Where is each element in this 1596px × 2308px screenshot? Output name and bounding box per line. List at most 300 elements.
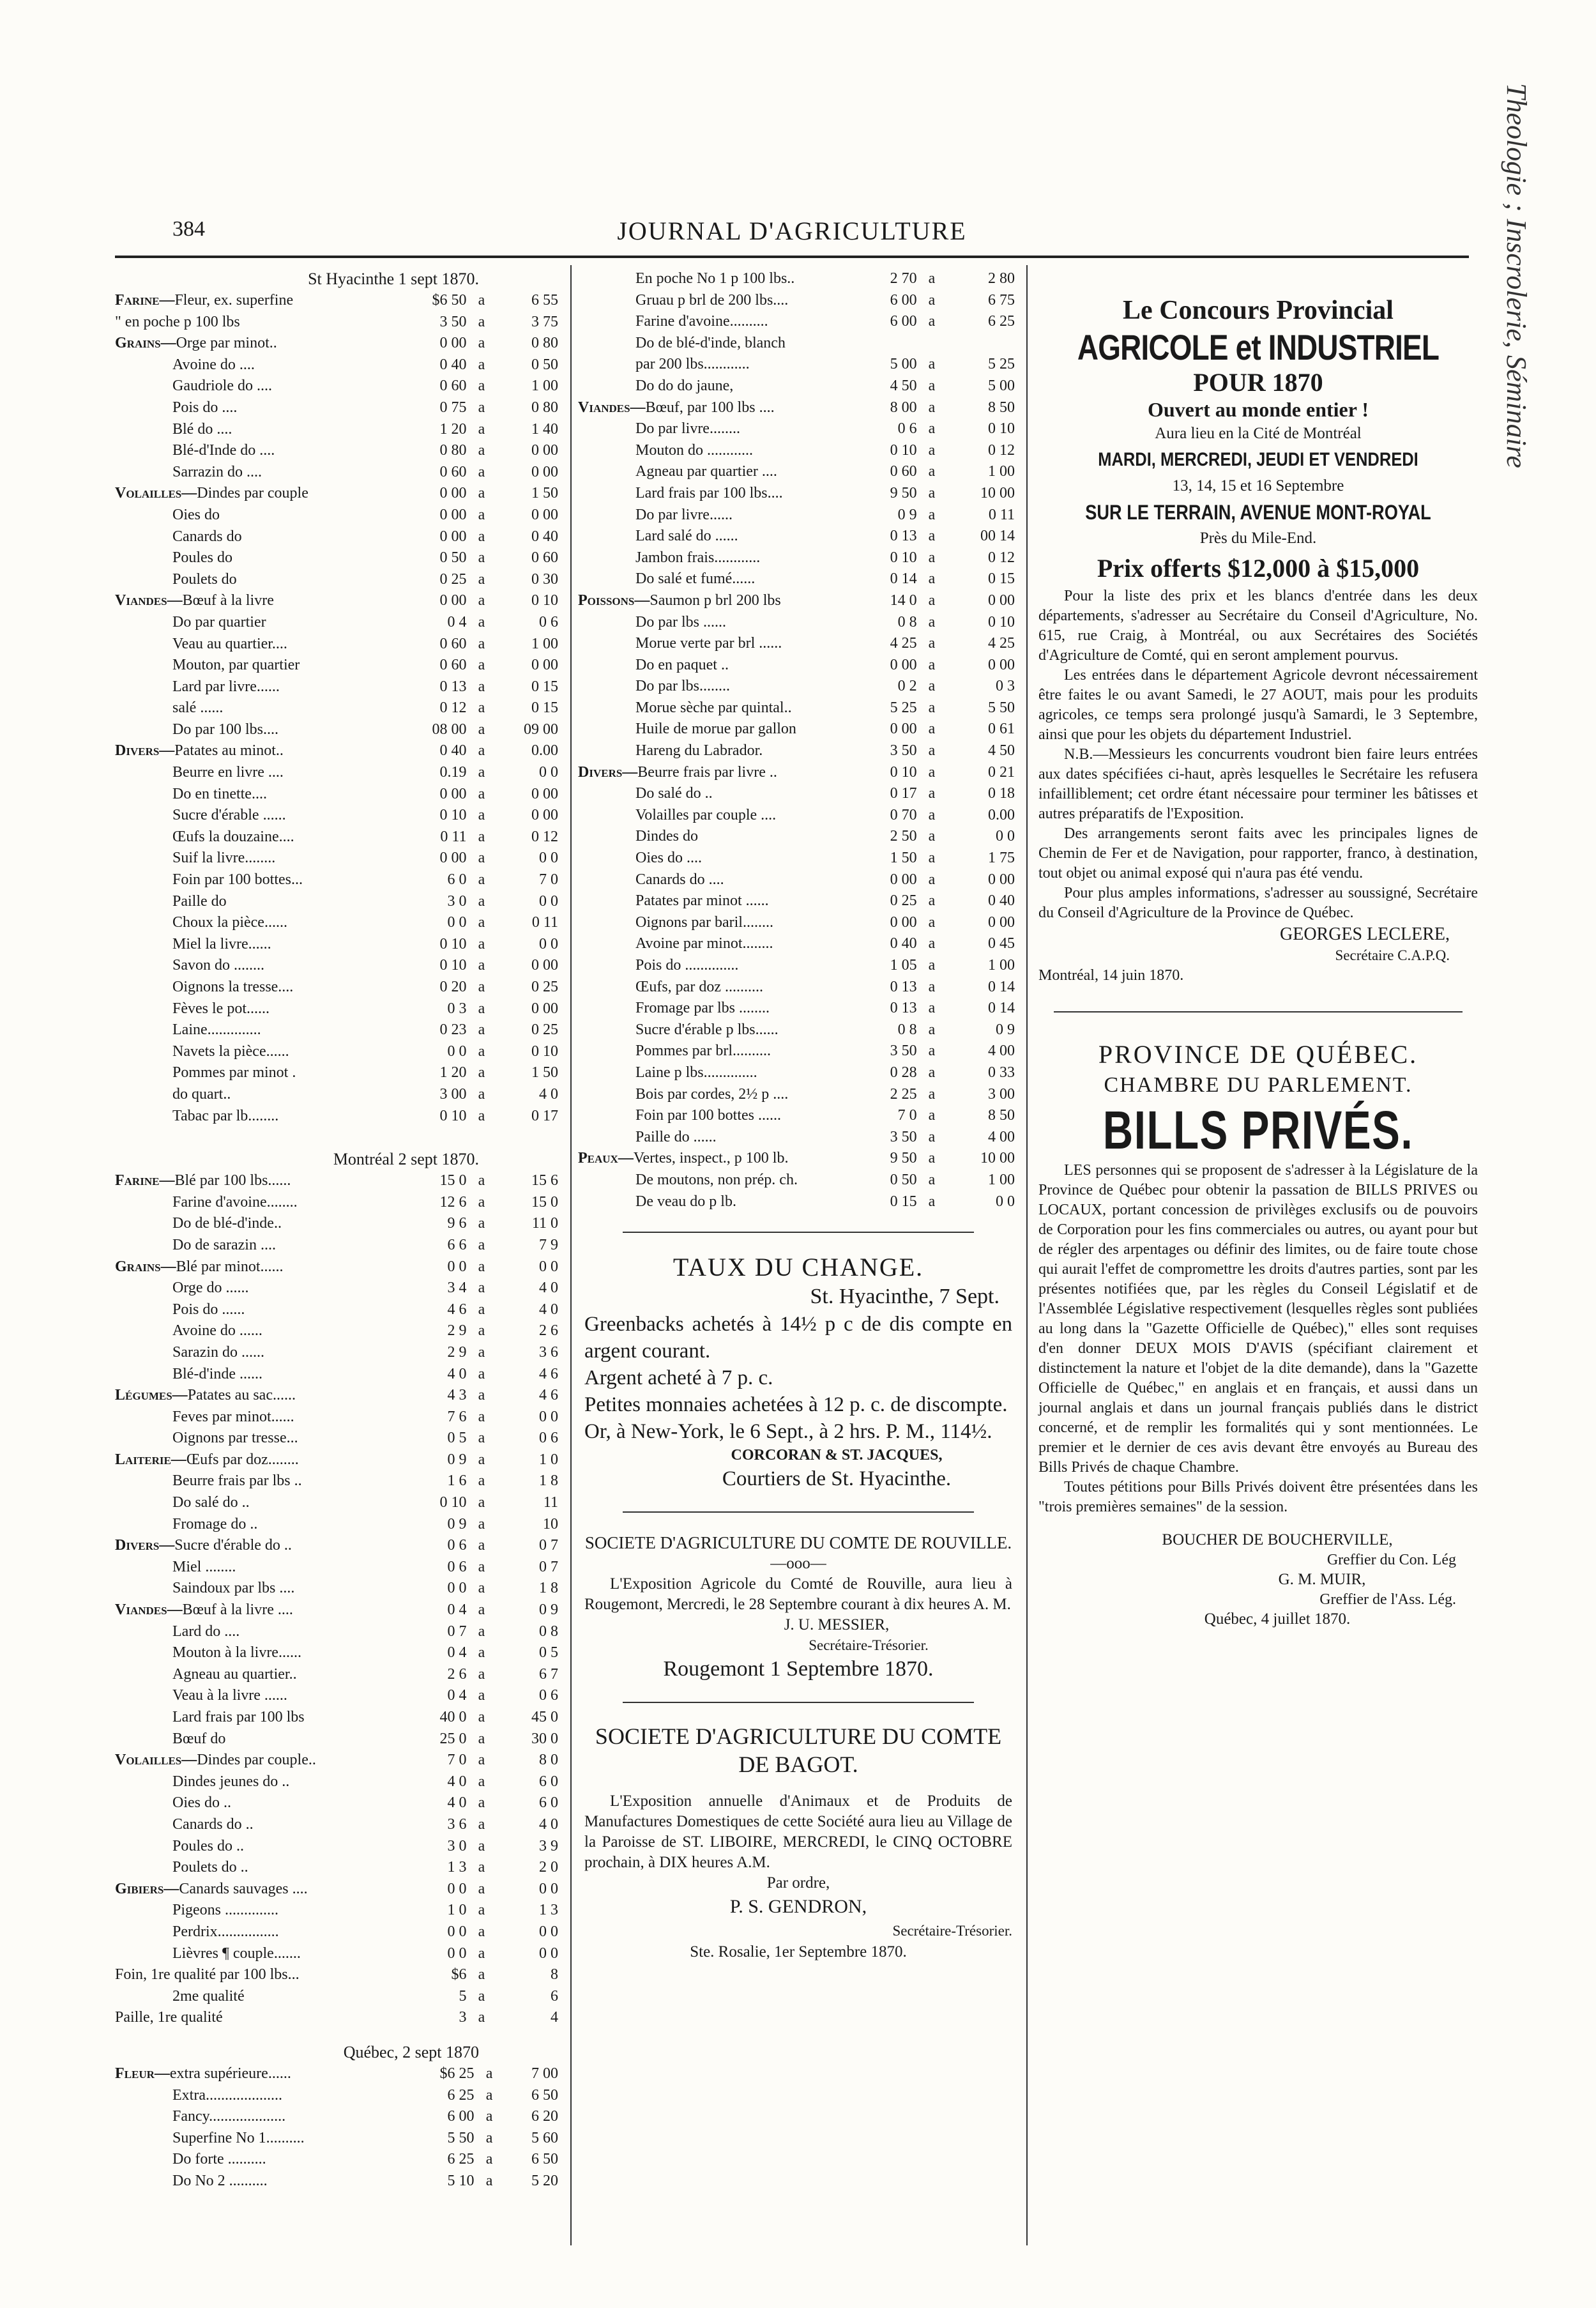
price-low: 3 50 — [890, 1043, 917, 1060]
price-row — [115, 1170, 562, 1192]
price-row — [115, 955, 562, 977]
price-low: 25 0 — [439, 1730, 467, 1747]
price-high: 0 15 — [988, 570, 1015, 588]
price-separator: a — [478, 549, 485, 567]
price-high: 0 0 — [539, 764, 558, 781]
bills-paragraph: LES personnes qui se proposent de s'adresser à la Législature de la Province de Québec pour obtenir la passation de BILLS PRIVES ou LOCAUX, portant concession de privilèges exclusifs ou de pouvoirs de Corporation pour les fins commerciales ou autres, ou ayant pour but de régler des arpentages ou définir des limites, ou de faire toute chose qui aurait l'effet de compromettre les droits d'autres parties, sont par les présentes notifiées que, par les règles du Conseil Législatif et de l'Assemblée Législative respectivement (lesquelles règles sont publiées au long dans la "Gazette Officielle de Québec)," elles sont requises d'en donner DEUX MOIS D'AVIS (spécifiant clairement et distinctement la nature et l'objet de la dite demande), dans la "Gazette Officielle de Québec," en anglais et en français, et aussi dans un journal anglais et dans un journal français publiés dans le district concerné, et de remplir les formalités qui y sont mentionnées. Le premier et le dernier de ces avis devant être envoyés au Bureau des Bills Privés de chaque Chambre. — [1038, 1162, 1478, 1476]
price-low: 0 15 — [890, 1193, 917, 1210]
price-low: 0 10 — [439, 1107, 467, 1124]
price-category: Laiterie— — [115, 1451, 186, 1468]
price-low: $6 25 — [439, 2065, 475, 2082]
price-high: 00 14 — [980, 528, 1015, 545]
price-low: 0 17 — [890, 785, 917, 802]
price-separator: a — [478, 1064, 485, 1081]
price-high: 1 00 — [988, 463, 1015, 480]
price-separator: a — [928, 850, 936, 867]
price-separator: a — [478, 570, 485, 588]
price-label: Peaux—Vertes, inspect., p 100 lb. — [578, 1150, 789, 1167]
price-low: 0 28 — [890, 1064, 917, 1081]
price-row — [578, 612, 1019, 634]
price-low: 4 3 — [447, 1387, 467, 1404]
price-low: 0 0 — [447, 1043, 467, 1060]
price-separator: a — [485, 2086, 493, 2104]
price-low: 0 10 — [890, 441, 917, 459]
price-row — [578, 633, 1019, 655]
price-high: 0 14 — [988, 978, 1015, 995]
price-separator: a — [478, 1923, 485, 1940]
price-high: 0.00 — [988, 806, 1015, 823]
price-low: 4 0 — [447, 1365, 467, 1382]
price-separator: a — [928, 871, 936, 888]
price-low: 0 9 — [447, 1515, 467, 1532]
price-low: 0 4 — [447, 1644, 467, 1662]
price-label: Bœuf do — [172, 1730, 226, 1747]
price-low: 3 50 — [890, 1128, 917, 1145]
price-row — [578, 826, 1019, 848]
price-row — [578, 998, 1019, 1020]
price-category: Peaux— — [578, 1150, 634, 1167]
price-row — [115, 1320, 562, 1342]
concours-paragraph: Pour la liste des prix et les blancs d'entrée dans les deux départements, s'adresser au Secrétaire du Conseil d'Agriculture, No. 615, rue Craig, à Montréal, ou aux Secrétaires des Sociétés d'Agriculture de Comté, qui en seront amplement pourvus. — [1038, 588, 1478, 664]
price-label: Agneau au quartier.. — [172, 1665, 297, 1683]
price-label: Farine—Fleur, ex. superfine — [115, 292, 294, 309]
price-label: Jambon frais............ — [635, 549, 761, 566]
price-row — [115, 2171, 562, 2192]
price-low: 3 00 — [439, 1085, 467, 1103]
price-high: 1 8 — [539, 1472, 558, 1490]
price-label: Do salé et fumé...... — [635, 570, 756, 588]
price-label: Avoine par minot........ — [635, 935, 773, 952]
price-separator: a — [928, 699, 936, 716]
price-row — [115, 977, 562, 998]
price-label: Feves par minot...... — [172, 1408, 294, 1425]
bills-province: PROVINCE DE QUÉBEC. — [1098, 1040, 1418, 1069]
price-high: 6 50 — [531, 2151, 558, 2168]
price-high: 0 15 — [531, 699, 558, 717]
price-low: 0 4 — [447, 1601, 467, 1619]
price-high: 1 0 — [539, 1451, 558, 1468]
price-low: 0 60 — [439, 657, 467, 674]
price-row — [115, 1922, 562, 1943]
price-row — [578, 376, 1019, 397]
price-high: 4 00 — [988, 1128, 1015, 1145]
price-label: Paille do — [172, 892, 227, 910]
price-low: 0 13 — [890, 528, 917, 545]
price-row — [115, 1257, 562, 1278]
handwritten-margin-note: Theologie ; Inscrolerie, Séminaire — [1501, 83, 1532, 468]
bagot-body: L'Exposition annuelle d'Animaux et de Produits de Manufactures Domestiques de cette Société aura lieu au Village de la Paroisse de ST. LIBOIRE, MERCREDI, le CINQ OCTOBRE prochain, à DIX heures A.M. — [584, 1792, 1012, 1872]
price-high: 1 00 — [988, 1171, 1015, 1188]
price-row — [115, 2106, 562, 2128]
price-row — [578, 912, 1019, 934]
price-high: 0 12 — [988, 441, 1015, 459]
price-label: Fèves le pot...... — [172, 1000, 270, 1017]
price-separator: a — [478, 1687, 485, 1704]
price-label: Canards do .. — [172, 1815, 254, 1833]
price-separator: a — [928, 356, 936, 373]
price-row — [115, 1792, 562, 1814]
price-row — [115, 1964, 562, 1986]
price-separator: a — [928, 656, 936, 673]
price-separator: a — [478, 313, 485, 330]
price-low: 0 13 — [890, 978, 917, 995]
price-separator: a — [928, 1085, 936, 1103]
price-row — [115, 290, 562, 312]
column-divider — [570, 265, 572, 2245]
price-low — [860, 333, 921, 355]
price-low: 4 6 — [447, 1301, 467, 1318]
price-row — [578, 1170, 1019, 1191]
price-separator: a — [478, 1494, 485, 1511]
concours-paragraph: Les entrées dans le département Agricole devront nécessairement être faites le ou avant Samedi, le 27 AOUT, mais pour les produits agricoles, ce temps sera prolongé jusqu'à Samardi, le 3 Septembre, ainsi que pour les objets du département Industriel. — [1038, 667, 1478, 743]
price-label: Lard par livre...... — [172, 678, 280, 695]
price-table-montreal — [115, 1170, 562, 2029]
price-label: Volailles—Dindes par couple.. — [115, 1752, 316, 1769]
price-label: Oies do .... — [635, 850, 702, 867]
price-high: 0 50 — [531, 356, 558, 373]
price-low: 0 10 — [439, 1494, 467, 1511]
price-high: 0 61 — [988, 721, 1015, 738]
price-separator: a — [928, 463, 936, 480]
price-separator: a — [478, 592, 485, 609]
price-low: 3 — [459, 2009, 467, 2026]
price-row — [115, 719, 562, 741]
price-label: Pois do .............. — [635, 957, 739, 974]
price-high: 0 21 — [988, 763, 1015, 781]
price-label: Fromage par lbs ........ — [635, 1000, 770, 1017]
price-label: Laine.............. — [172, 1021, 261, 1039]
price-high: 0 10 — [531, 1043, 558, 1060]
price-low: 0 00 — [439, 335, 467, 352]
price-low: 0 40 — [439, 742, 467, 760]
concours-lieu: Aura lieu en la Cité de Montréal — [1155, 425, 1362, 442]
price-separator: a — [478, 1236, 485, 1253]
exchange-signer: CORCORAN & ST. JACQUES, — [731, 1447, 943, 1464]
price-row — [578, 955, 1019, 977]
price-high: 1 8 — [539, 1580, 558, 1597]
price-high: 1 50 — [531, 1064, 558, 1081]
price-label: Beurre frais par lbs .. — [172, 1472, 302, 1490]
price-low: 8 00 — [890, 399, 917, 416]
price-high: 45 0 — [531, 1709, 558, 1725]
page-header — [115, 211, 1469, 249]
price-high: 0 00 — [531, 785, 558, 802]
price-row — [115, 590, 562, 612]
price-high: 0 15 — [531, 678, 558, 695]
price-category: Viandes— — [115, 1601, 183, 1619]
price-separator: a — [478, 1902, 485, 1919]
price-separator: a — [928, 484, 936, 501]
price-high: 4 — [551, 2009, 558, 2026]
price-low: 0 10 — [890, 549, 917, 566]
bagot-par-ordre: Par ordre, — [766, 1874, 830, 1892]
price-separator: a — [478, 1966, 485, 1983]
price-row — [578, 762, 1019, 784]
bills-signer2-title: Greffier de l'Ass. Lég. — [1319, 1591, 1456, 1608]
price-category: Farine— — [115, 292, 175, 309]
price-label: Œufs, par doz .......... — [635, 978, 763, 995]
price-row — [578, 397, 1019, 419]
price-high: 8 50 — [988, 1107, 1015, 1124]
price-row — [578, 676, 1019, 698]
price-row — [115, 1900, 562, 1922]
price-row — [115, 397, 562, 419]
price-label: Extra.................... — [172, 2086, 282, 2104]
price-row — [578, 1191, 1019, 1213]
price-separator: a — [478, 1343, 485, 1361]
bagot-signer: P. S. GENDRON, — [729, 1896, 867, 1918]
price-high: 3 9 — [539, 1837, 558, 1854]
price-label: Poissons—Saumon p brl 200 lbs — [578, 592, 781, 609]
price-low: 0 60 — [439, 463, 467, 480]
price-row — [115, 1299, 562, 1321]
price-category: Viandes— — [578, 399, 646, 416]
price-row — [578, 590, 1019, 612]
price-low: 0 25 — [439, 570, 467, 588]
price-row — [115, 784, 562, 806]
bills-title: BILLS PRIVÉS. — [1102, 1100, 1414, 1160]
price-row — [115, 1685, 562, 1707]
price-high: 0 0 — [539, 1880, 558, 1897]
price-row — [578, 311, 1019, 333]
price-high: 4 0 — [539, 1815, 558, 1833]
price-high: 4 00 — [988, 1043, 1015, 1060]
price-row — [115, 419, 562, 441]
price-high: 0 6 — [539, 1430, 558, 1447]
price-label: Divers—Sucre d'érable do .. — [115, 1537, 292, 1554]
price-separator: a — [478, 399, 485, 416]
price-row — [115, 1407, 562, 1428]
dateline-st-hyacinthe: St Hyacinthe 1 sept 1870. — [308, 270, 479, 288]
price-label: Do salé do .. — [172, 1494, 250, 1511]
price-row — [115, 1600, 562, 1621]
price-label: Hareng du Labrador. — [635, 742, 763, 760]
price-low: 0 10 — [439, 807, 467, 824]
price-row — [578, 783, 1019, 805]
price-label: Paille, 1re qualité — [115, 2009, 223, 2026]
price-high: 4 6 — [539, 1365, 558, 1382]
price-label: En poche No 1 p 100 lbs.. — [635, 270, 795, 287]
price-separator: a — [928, 635, 936, 652]
price-label: Légumes—Patates au sac...... — [115, 1387, 296, 1404]
price-high: 15 6 — [531, 1172, 558, 1189]
price-low: 5 25 — [890, 699, 917, 716]
price-high: 0 12 — [988, 549, 1015, 566]
price-separator: a — [478, 635, 485, 652]
price-high: 1 00 — [531, 378, 558, 395]
price-label: Superfine No 1.......... — [172, 2129, 305, 2146]
price-separator: a — [478, 1451, 485, 1468]
price-label: Dindes do — [635, 828, 698, 845]
price-row — [115, 1041, 562, 1063]
price-low: 0 0 — [447, 914, 467, 931]
price-separator: a — [478, 1644, 485, 1662]
price-row — [578, 719, 1019, 740]
price-low: 0 00 — [439, 485, 467, 502]
exchange-lines — [578, 1311, 1019, 1445]
price-separator: a — [478, 1794, 485, 1812]
price-high: 0 14 — [988, 1000, 1015, 1017]
price-row — [115, 676, 562, 698]
price-label: Oignons par baril........ — [635, 913, 773, 931]
price-low: 3 6 — [447, 1815, 467, 1833]
price-low: 1 50 — [890, 850, 917, 867]
price-separator: a — [478, 1000, 485, 1017]
price-label: Do par livre........ — [635, 420, 740, 438]
price-separator: a — [478, 2009, 485, 2026]
price-separator: a — [928, 1193, 936, 1210]
price-row — [115, 1492, 562, 1514]
price-label: Do de blé-d'inde, blanch — [635, 334, 786, 351]
price-high: 0 5 — [539, 1644, 558, 1662]
price-row — [115, 547, 562, 569]
price-low: 7 0 — [897, 1107, 917, 1124]
price-label: Do en paquet .. — [635, 656, 729, 673]
price-row — [578, 505, 1019, 526]
price-row — [578, 418, 1019, 440]
price-low: 2 70 — [890, 270, 917, 287]
price-high: 8 50 — [988, 399, 1015, 416]
price-label: Avoine do .... — [172, 356, 255, 373]
price-label: Avoine do ...... — [172, 1322, 262, 1340]
price-high: 0 0 — [996, 1193, 1015, 1210]
bills-date: Québec, 4 juillet 1870. — [1204, 1610, 1351, 1628]
price-high: 5 60 — [531, 2129, 558, 2146]
price-low: 6 00 — [447, 2108, 475, 2125]
price-label: Foin, 1re qualité par 100 lbs... — [115, 1966, 300, 1983]
price-label: Divers—Beurre frais par livre .. — [578, 763, 777, 781]
price-low: 3 50 — [439, 313, 467, 330]
price-label: Oies do — [172, 506, 220, 523]
price-high: 0 33 — [988, 1064, 1015, 1081]
price-category: Divers— — [115, 1537, 175, 1554]
price-label: par 200 lbs............ — [635, 356, 750, 373]
price-row — [115, 569, 562, 591]
price-label: Do en tinette.... — [172, 785, 267, 802]
price-separator: a — [478, 378, 485, 395]
price-row — [578, 569, 1019, 590]
price-high: 4 0 — [539, 1085, 558, 1103]
price-row — [115, 612, 562, 634]
price-row — [115, 1771, 562, 1793]
price-row — [578, 268, 1019, 290]
price-separator: a — [478, 1472, 485, 1490]
price-separator: a — [928, 1021, 936, 1038]
price-row — [115, 1557, 562, 1578]
price-high: 5 20 — [531, 2172, 558, 2189]
price-label: Do par quartier — [172, 613, 266, 630]
price-category: Grains— — [115, 1258, 176, 1275]
price-low: 0 00 — [439, 850, 467, 867]
price-low: 4 0 — [447, 1794, 467, 1812]
price-table-quebec — [115, 2063, 562, 2192]
price-high: 0 0 — [539, 850, 558, 867]
price-high: 1 40 — [531, 420, 558, 438]
price-separator: a — [478, 1515, 485, 1532]
price-low: 0 75 — [439, 399, 467, 416]
price-low: 0 00 — [439, 785, 467, 802]
price-label: salé ...... — [172, 699, 224, 717]
price-row — [115, 1385, 562, 1407]
price-low: 4 25 — [890, 635, 917, 652]
price-label: Lard do .... — [172, 1623, 240, 1640]
price-low: 12 6 — [439, 1193, 467, 1211]
price-separator: a — [928, 978, 936, 995]
price-low: 0 6 — [447, 1558, 467, 1575]
price-separator: a — [928, 270, 936, 287]
price-row — [115, 1514, 562, 1536]
price-row — [115, 634, 562, 655]
price-separator: a — [928, 763, 936, 781]
price-label: Viandes—Bœuf, par 100 lbs .... — [578, 399, 775, 416]
price-low: 6 00 — [890, 313, 917, 330]
price-high: 2 6 — [539, 1322, 558, 1340]
price-row — [578, 290, 1019, 312]
price-label: Oies do .. — [172, 1794, 231, 1812]
exchange-line: Argent acheté à 7 p. c. — [584, 1366, 773, 1390]
price-label: Paille do ...... — [635, 1128, 717, 1145]
price-low: 0 10 — [439, 935, 467, 952]
price-high: 6 7 — [539, 1665, 558, 1683]
price-label: 2me qualité — [172, 1987, 245, 2005]
price-label: Do de sarazin .... — [172, 1236, 276, 1253]
price-high: 6 0 — [539, 1773, 558, 1790]
price-high: 0 00 — [531, 1000, 558, 1017]
price-separator: a — [478, 807, 485, 824]
price-label: Farine d'avoine.......... — [635, 313, 768, 330]
price-separator: a — [928, 913, 936, 931]
price-category: Volailles— — [115, 1752, 197, 1769]
price-label: Pommes par minot . — [172, 1064, 296, 1081]
price-separator: a — [478, 935, 485, 952]
price-separator: a — [928, 528, 936, 545]
price-row — [578, 698, 1019, 719]
price-high: 4 0 — [539, 1301, 558, 1318]
price-label: Œufs la douzaine.... — [172, 828, 294, 845]
price-high: 0 00 — [531, 807, 558, 824]
price-label: Navets la pièce...... — [172, 1043, 289, 1060]
price-separator: a — [478, 335, 485, 352]
price-high: 6 50 — [531, 2086, 558, 2104]
price-row — [115, 2007, 562, 2029]
price-separator: a — [478, 1601, 485, 1619]
price-low: 0 10 — [890, 763, 917, 781]
price-high: 0 9 — [996, 1021, 1015, 1038]
price-high: 0 8 — [539, 1623, 558, 1640]
price-high: 1 3 — [539, 1902, 558, 1919]
price-separator: a — [485, 2129, 493, 2146]
price-high: 6 75 — [988, 291, 1015, 309]
price-category: Divers— — [115, 742, 175, 760]
price-separator: a — [478, 1709, 485, 1725]
column-middle — [578, 268, 1019, 1962]
price-high: 0 0 — [539, 1945, 558, 1962]
price-low: 0 8 — [897, 613, 917, 630]
price-row — [115, 312, 562, 333]
price-label: Do do do jaune, — [635, 377, 734, 394]
price-low: 0 14 — [890, 570, 917, 588]
price-row — [578, 547, 1019, 569]
price-separator: a — [478, 1859, 485, 1876]
price-category: Viandes— — [115, 592, 183, 609]
price-table-quebec-continued — [578, 268, 1019, 1212]
price-separator: a — [478, 1773, 485, 1790]
price-label: Huile de morue par gallon — [635, 721, 796, 738]
price-high: 10 00 — [980, 1150, 1015, 1167]
price-row — [115, 869, 562, 891]
price-low: 2 25 — [890, 1085, 917, 1103]
price-low: 0 0 — [447, 1923, 467, 1940]
